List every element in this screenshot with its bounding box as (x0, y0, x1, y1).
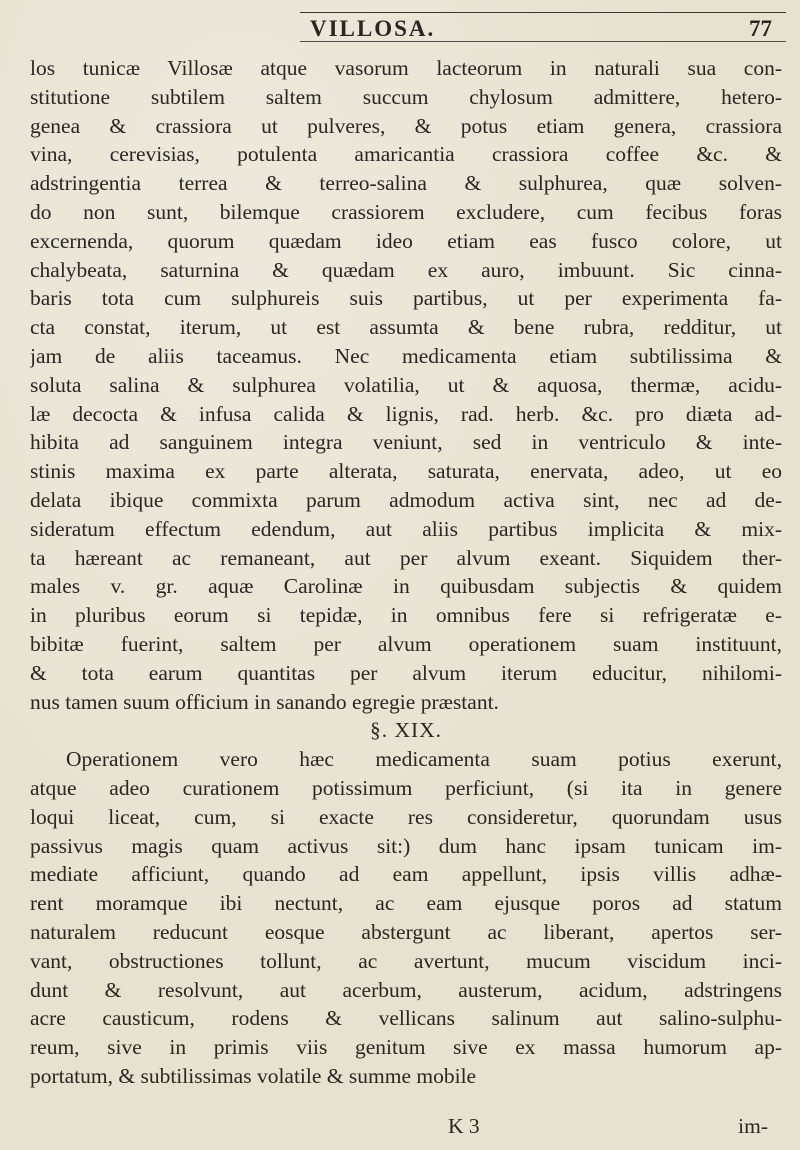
catchword: im- (738, 1114, 768, 1138)
text-line: stinis maxima ex parte alterata, saturata, enervata, adeo, ut eo (30, 459, 782, 484)
text-line: passivus magis quam activus sit:) dum hanc ipsam tunicam im- (30, 833, 782, 858)
text-line: stitutione subtilem saltem succum chylosum admittere, hetero- (30, 84, 782, 109)
text-line: los tunicæ Villosæ atque vasorum lacteorum in naturali sua con- (30, 56, 782, 80)
header-rule-bottom (300, 41, 786, 42)
text-line: baris tota cum sulphureis suis partibus, ut per experimenta fa- (30, 286, 782, 311)
text-line: atque adeo curationem potissimum perficiunt, (si ita in genere (30, 775, 782, 800)
text-line: cta constat, iterum, ut est assumta & bene rubra, redditur, ut (30, 315, 782, 340)
text-line: naturalem reducunt eosque abstergunt ac liberant, apertos ser- (30, 919, 782, 944)
text-line: Operationem vero hæc medicamenta suam potius exerunt, (66, 747, 782, 772)
text-line: genea & crassiora ut pulveres, & potus etiam genera, crassiora (30, 113, 782, 138)
text-line: excernenda, quorum quædam ideo etiam eas fusco colore, ut (30, 228, 782, 253)
text-line: vina, cerevisias, potulenta amaricantia crassiora coffee &c. & (30, 142, 782, 167)
text-line: læ decocta & infusa calida & lignis, rad. herb. &c. pro diæta ad- (30, 401, 782, 426)
text-line: mediate afficiunt, quando ad eam appellunt, ipsis villis adhæ- (30, 862, 782, 887)
section-heading: §. XIX. (369, 718, 443, 743)
text-line: adstringentia terrea & terreo-salina & sulphurea, quæ solven- (30, 171, 782, 196)
text-line: rent moramque ibi nectunt, ac eam ejusque poros ad statum (30, 891, 782, 916)
text-line: portatum, & subtilissimas volatile & summe mobile (30, 1063, 477, 1088)
page-header (300, 14, 786, 44)
text-line: acre causticum, rodens & vellicans salinum aut salino-sulphu- (30, 1006, 782, 1031)
text-line: loqui liceat, cum, si exacte res consideretur, quorundam usus (30, 804, 782, 829)
text-line: sideratum effectum edendum, aut aliis partibus implicita & mix- (30, 516, 782, 541)
text-line: chalybeata, saturnina & quædam ex auro, imbuunt. Sic cinna- (30, 257, 782, 282)
running-head: VILLOSA. (310, 16, 436, 41)
text-line: do non sunt, bilemque crassiorem excludere, cum fecibus foras (30, 199, 782, 224)
text-line: soluta salina & sulphurea volatilia, ut & aquosa, thermæ, acidu- (30, 372, 782, 397)
text-line: hibita ad sanguinem integra veniunt, sed in ventriculo & inte- (30, 430, 782, 455)
text-line: reum, sive in primis viis genitum sive ex massa humorum ap- (30, 1035, 782, 1060)
text-line: jam de aliis taceamus. Nec medicamenta etiam subtilissima & (30, 343, 782, 368)
body-text (30, 54, 782, 1091)
text-line: nus tamen suum officium in sanando egregie præstant. (30, 689, 499, 714)
text-line: & tota earum quantitas per alvum iterum educitur, nihilomi- (30, 660, 782, 685)
text-line: vant, obstructiones tollunt, ac avertunt, mucum viscidum inci- (30, 948, 782, 973)
text-line: dunt & resolvunt, aut acerbum, austerum, acidum, adstringens (30, 977, 782, 1002)
text-line: in pluribus eorum si tepidæ, in omnibus fere si refrigeratæ e- (30, 603, 782, 628)
page-number: 77 (749, 16, 772, 41)
text-line: males v. gr. aquæ Carolinæ in quibusdam subjectis & quidem (30, 574, 782, 599)
text-line: bibitæ fuerint, saltem per alvum operationem suam instituunt, (30, 631, 782, 656)
signature-mark: K 3 (448, 1114, 480, 1138)
header-rule-top (300, 12, 786, 13)
text-line: delata ibique commixta parum admodum activa sint, nec ad de- (30, 487, 782, 512)
text-line: ta hæreant ac remaneant, aut per alvum exeant. Siquidem ther- (30, 545, 782, 570)
